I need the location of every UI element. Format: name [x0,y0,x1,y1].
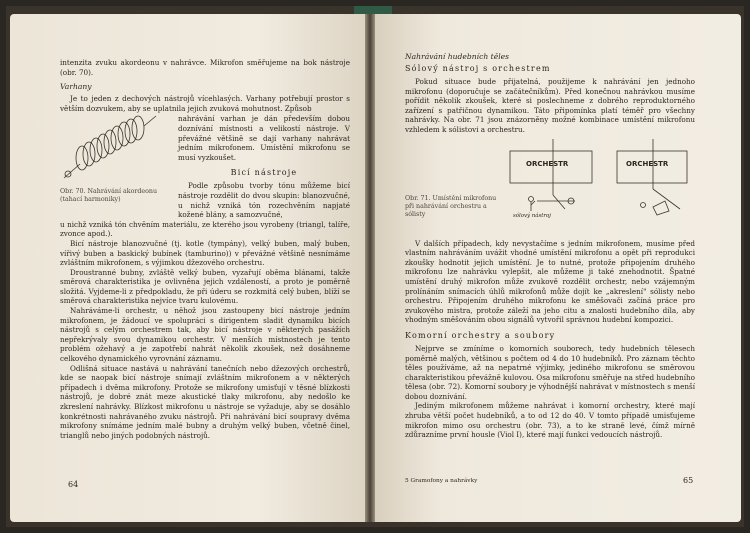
soloist-label: sólový nástroj [513,212,551,219]
varhany-paragraph-2: nahrávání varhan je dán především dobou doznívání místnosti a velikostí nástroje. V převážné většině se dají varhany nahrávat jedním mikrofonem. Umístění mikrofonu se musí vyzkoušet. [178,114,350,162]
heading-komorni: Komorní orchestry a soubory [405,330,556,340]
running-head: Nahrávání hudebních těles [405,52,510,61]
figure-71-caption: Obr. 71. Umístění mikrofonu při nahrávání orchestru a sólisty [405,194,497,218]
bici-paragraph-4: Droustranné bubny, zvláště velký buben, vyzařují oběma blánami, takže směrová charakteristika je ovlivněna jejich vzdáleností, a proto je poměrně složitá. Vyjdeme-li z předpokladu, že při úderu se rozkmitá celý buben, blíží se směrová charakteristika nejvíce tvaru kulovému. [60,267,350,306]
orchestra-label-right: ORCHESTR [626,159,669,168]
left-page-number: 64 [68,480,79,489]
left-page-body [60,58,350,440]
heading-varhany: Varhany [60,82,92,92]
footnote: 5 Gramofony a nahrávky [405,478,478,484]
heading-bici: Bicí nástroje [230,168,298,178]
open-book [6,6,744,527]
microphone-placement-diagram [405,139,695,239]
figure-70-caption: Obr. 70. Nahrávání akordeonu (tahací harmoniky) [60,188,158,204]
left-page [10,14,365,522]
heading-solovy: Sólový nástroj s orchestrem [405,64,551,73]
right-page-body [405,64,695,440]
orchestra-label-left: ORCHESTR [526,159,569,168]
solo-paragraph-2: V dalších případech, kdy nevystačíme s jedním mikrofonem, musíme před vlastním nahráváním uvážit vhodné umístění mikrofonu a opět při reprodukci zkoušky hodnotit jejich umístění. Je to nutné, protože připojením druhého mikrofonu lze nahrávku vylepšit, ale můžeme ji také znehodnotit. Špatné umístění druhý mikrofon může zvukově rozdělit orchestr, nebo vzájemným prolínáním snímacích úhlů mikrofonů může dojít ke „akreslení" sólisty nebo orchestru. Připojením druhého mikrofonu ke směšovači začíná práce pro zvukového mistra, protože záleží na jeho citu a znalosti hudebního díla, aby vhodným směšováním obou signálů vytvořil správnou hudební kompozici. [405,238,695,325]
komorni-paragraph-1: Nejprve se zmíníme o komorních souborech, tedy hudebních tělesech poměrně malých, většinou s počtem od 4 do 10 hudebníků. Pro záznam těchto těles používáme, až na nepatrné výjimky, jediného mikrofonu se směrovou charakteristikou převážně kulovou. Osa mikrofonu směřuje na střed hudebního tělesa (obr. 72). Komorní soubory je výhodnější nahrávat v místnostech s menší dobou doznívání. [405,343,695,401]
bici-paragraph-2: u nichž vzniká tón chvěním materiálu, ze kterého jsou vyrobeny (triangl, talíře, zvonce apod.). [60,219,350,239]
right-page-number: 65 [683,476,694,485]
varhany-paragraph-1: Je to jeden z dechových nástrojů vícehlasých. Varhany potřebují prostor s větším dozvukem, aby se uplatnila jejich zvuková mohutnost. Způsob [60,94,350,113]
right-page [375,14,741,522]
accordion-drawing [60,114,172,184]
intro-paragraph: intenzita zvuku akordeonu v nahrávce. Mikrofon směřujeme na bok nástroje (obr. 70). [60,58,350,77]
figure-70 [60,114,178,219]
solo-paragraph-1: Pokud situace bude přijatelná, použijeme k nahrávání jen jednoho mikrofonu (doporučuje se začátečníkům). Před konečnou nahrávkou musíme pořídit několik zkoušek, které si poslechneme z dobrého reproduktorného zařízení s patřičnou dynamikou. Táto připomínka platí téměř pro všechny nahrávky. Na obr. 71 jsou znázorněny možné kombinace umístění mikrofonu vzhledem k sólistovi a orchestru. [405,77,695,134]
bici-paragraph-3: Bicí nástroje blanozvučné (tj. kotle (tympány), velký buben, malý buben, vířivý buben a baskický bubínek (tamburino)) v převážné většině nesnímáme zvláštním mikrofonem, s výjimkou džezového orchestru. [60,238,350,268]
bici-paragraph-1: Podle způsobu tvorby tónu můžeme bicí nástroje rozdělit do dvou skupin: blanozvučné, u nichž vzniká tón rozechvěním napjaté kožené blány, a samozvučné, [178,181,350,220]
bici-paragraph-6: Odlišná situace nastává u nahrávání tanečních nebo džezových orchestrů, kde se naopak bicí nástroje snímají zvláštním mikrofonem a v některých případech i dvěma mikrofony. Protože se mikrofony umisťují v těsné blízkosti nástrojů, je dobré znát meze akustické tlaky mikrofonu, aby nedošlo ke zkreslení nahrávky. Blízkost mikrofonu u nástroje se vyžaduje, aby se dosáhlo konkrétnosti nahrávaného zvuku nástrojů. Při nahrávání bicí soupravy dvěma mikrofony snímáme jedním malé bubny a druhým velký buben, včetně činel, trianglů nebo jiných podobných nástrojů. [60,363,350,440]
komorni-paragraph-2: Jediným mikrofonem můžeme nahrávat i komorní orchestry, které mají zhruba větší počet hudebníků, a to od 12 do 40. V tomto případě umisťujeme mikrofon mimo osu orchestru (obr. 73), a to ke straně levé, čímž mírně zdůrazníme první housle (Viol I), které mají funkci vedoucích nástrojů. [405,401,695,440]
book-gutter [365,14,375,522]
figure-71 [405,139,695,239]
bici-paragraph-5: Nahráváme-li orchestr, u něhož jsou zastoupeny bicí nástroje jedním mikrofonem, je žádoucí ve spolupráci s dirigentem sladit dynamiku bicích nástrojů s celým orchestrem tak, aby bicí nástroje v některých pasážích nepřekrývaly svou dynamikou orchestr. V menších místnostech je tento problém ožehavý a je zapotřebí nahrát několik zkoušek, než dosáhneme celkového dynamického vyrovnání záznamu. [60,306,350,364]
